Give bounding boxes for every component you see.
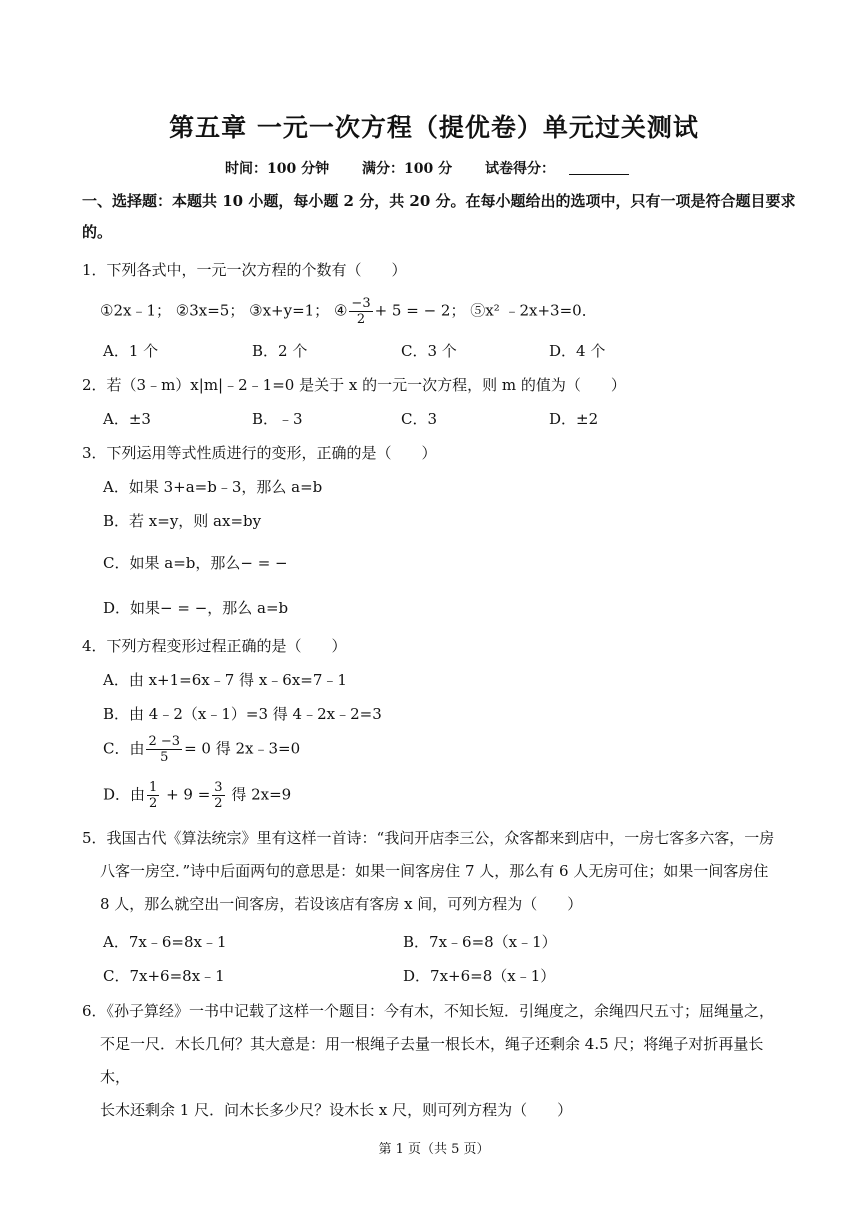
score-blank <box>569 160 629 175</box>
question-5-stem: 5．我国古代《算法统宗》里有这样一首诗：“我问开店李三公，众客都来到店中，一房七客多六客，一房 八客一房空．”诗中后面两句的意思是：如果一间客房住 7 人，那么有 6 人无房可住；如果一间客房住 8 人，那么就空出一间客房，若设该店有客房 x 间，可列方程为（ ） <box>82 829 775 913</box>
question-3-option-a: A．如果 3+a=b﹣3，那么 a=b <box>103 478 323 496</box>
question-4-option-c: C．由 $\frac{2 -3}{5}$ = 0 得 2x﹣3=0 <box>103 734 301 765</box>
question-3-stem: 3．下列运用等式性质进行的变形，正确的是（ ） <box>82 444 437 462</box>
question-4-stem: 4．下列方程变形过程正确的是（ ） <box>82 637 347 655</box>
question-5-option-d: D．7x+6=8（x﹣1） <box>403 967 556 985</box>
question-5-option-a: A．7x﹣6=8x﹣1 <box>103 933 227 951</box>
question-1-option-c: C．3 个 <box>401 342 457 360</box>
question-5-option-b: B．7x﹣6=8（x﹣1） <box>403 933 557 951</box>
question-4-option-d: D．由 $\frac{1}{2}$ + 9 = $\frac{3}{2}$ 得 2x=9 <box>103 780 292 811</box>
question-1-stem: 1．下列各式中，一元一次方程的个数有（ ） <box>82 261 407 279</box>
section-heading: 一、选择题：本题共 10 小题，每小题 2 分，共 20 分。在每小题给出的选项中，只有一项是符合题目要求 的。 <box>82 192 796 241</box>
question-1-option-d: D．4 个 <box>549 342 606 360</box>
question-1-option-a: A．1 个 <box>103 342 159 360</box>
exam-time: 时间：100 分钟 <box>225 161 330 177</box>
question-2-option-d: D．±2 <box>549 410 599 428</box>
fraction: $\frac{1}{2}$ <box>149 780 158 811</box>
question-1-items: ①2x﹣1； ②3x=5； ③x+y=1； ④ $\frac{-3}{2}$ + 5 = − 2； ⑤x² ﹣2x+3=0． <box>100 296 597 327</box>
question-4-option-a: A．由 x+1=6x﹣7 得 x﹣6x=7﹣1 <box>103 671 347 689</box>
question-2-stem: 2．若（3﹣m）x|m|﹣2﹣1=0 是关于 x 的一元一次方程，则 m 的值为（ ） <box>82 376 626 394</box>
question-3-option-c: C．如果 a=b，那么− = − <box>103 554 288 572</box>
page-title: 第五章 一元一次方程（提优卷）单元过关测试 <box>169 113 699 142</box>
fraction: $\frac{-3}{2}$ <box>351 296 371 327</box>
exam-meta <box>0 158 868 178</box>
exam-score-field: 试卷得分： <box>485 161 643 177</box>
question-1-option-b: B．2 个 <box>252 342 308 360</box>
exam-full-score: 满分：100 分 <box>362 161 453 177</box>
question-5-option-c: C．7x+6=8x﹣1 <box>103 967 225 985</box>
question-2-option-b: B．﹣3 <box>252 410 303 428</box>
question-3-option-d: D．如果− = −，那么 a=b <box>103 599 289 617</box>
question-6-stem: 6．《孙子算经》一书中记载了这样一个题目：今有木，不知长短．引绳度之，余绳四尺五寸；屈绳量之， 不足一尺．木长几何？其大意是：用一根绳子去量一根长木，绳子还剩余 4.5 尺；将绳子对折再量长木， 长木还剩余 1 尺．问木长多少尺？设木长 x 尺，则可列方程为（ ） <box>82 1002 775 1119</box>
question-4-option-b: B．由 4﹣2（x﹣1）=3 得 4﹣2x﹣2=3 <box>103 705 382 723</box>
page-footer: 第 1 页（共 5 页） <box>378 1142 490 1157</box>
question-3-option-b: B．若 x=y，则 ax=by <box>103 512 262 530</box>
question-2-option-c: C．3 <box>401 410 438 428</box>
fraction: $\frac{3}{2}$ <box>214 780 223 811</box>
question-2-option-a: A．±3 <box>103 410 151 428</box>
fraction: $\frac{2 -3}{5}$ <box>148 734 181 765</box>
